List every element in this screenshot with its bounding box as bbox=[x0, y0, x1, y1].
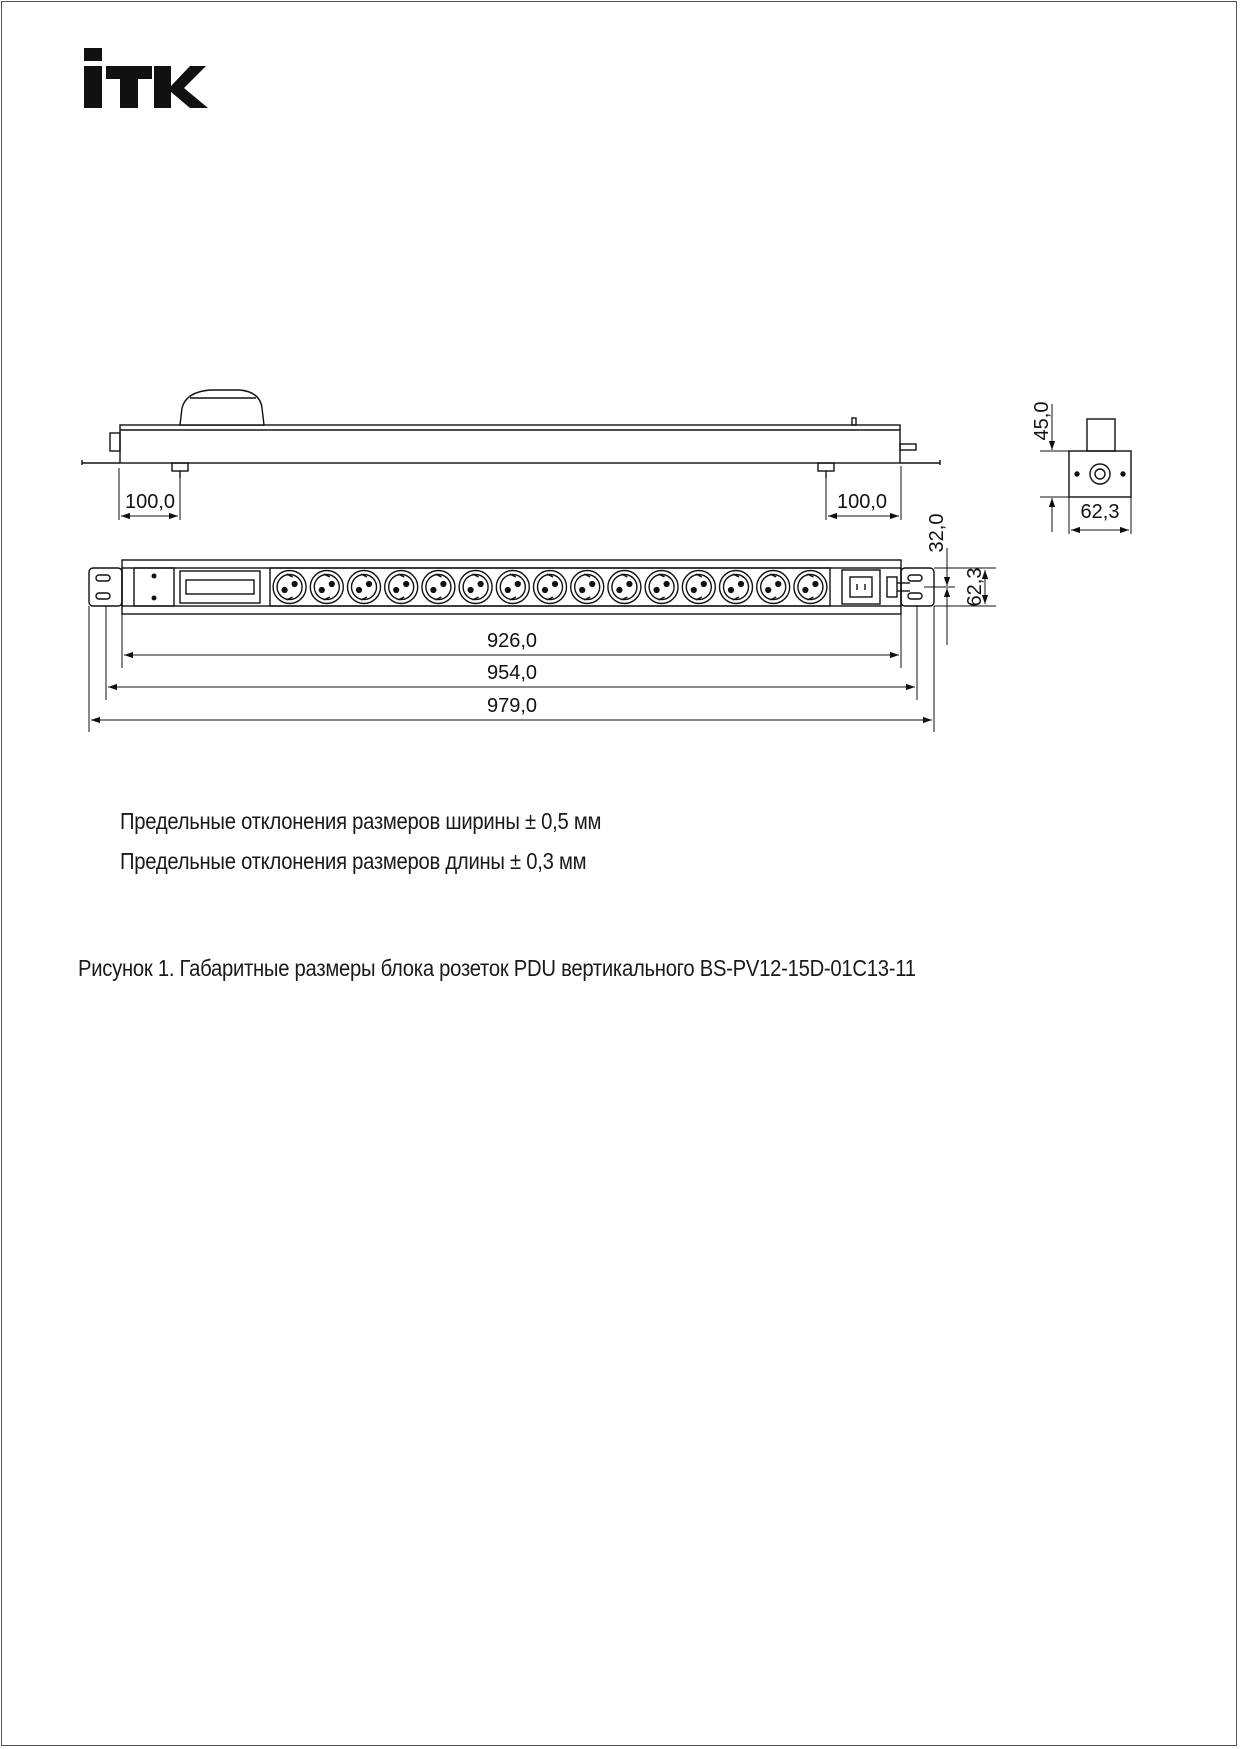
sockets-group bbox=[273, 571, 827, 604]
front-view bbox=[89, 548, 996, 732]
schuko-socket bbox=[310, 571, 343, 604]
pdu-body-side bbox=[120, 425, 900, 463]
dim-front-height: 62,3 bbox=[964, 567, 986, 607]
cable-gland bbox=[180, 390, 264, 425]
schuko-socket bbox=[571, 571, 604, 604]
end-view-gland bbox=[1087, 419, 1115, 451]
dim-end-width: 62,3 bbox=[1080, 501, 1120, 523]
dim-mount-spacing: 954,0 bbox=[486, 662, 538, 684]
mount-bolt-left bbox=[172, 463, 188, 471]
schuko-socket bbox=[422, 571, 455, 604]
dim-offset: 32,0 bbox=[926, 513, 948, 553]
technical-drawing bbox=[0, 0, 1240, 760]
schuko-socket bbox=[273, 571, 306, 604]
schuko-socket bbox=[459, 571, 492, 604]
schuko-socket bbox=[682, 571, 715, 604]
mount-bolt-right bbox=[818, 463, 834, 471]
dim-left-mount: 100,0 bbox=[124, 491, 176, 513]
dim-body-length: 926,0 bbox=[486, 630, 538, 652]
schuko-socket bbox=[385, 571, 418, 604]
flange-left bbox=[89, 568, 122, 606]
schuko-socket bbox=[757, 571, 790, 604]
schuko-socket bbox=[720, 571, 753, 604]
schuko-socket bbox=[496, 571, 529, 604]
length-tolerance-note: Предельные отклонения размеров длины ± 0,3 мм bbox=[120, 848, 587, 874]
dim-overall-length: 979,0 bbox=[486, 695, 538, 717]
c13-inlet bbox=[842, 570, 880, 604]
dim-end-height: 45,0 bbox=[1031, 401, 1053, 441]
width-tolerance-note: Предельные отклонения размеров ширины ± 0,5 мм bbox=[120, 808, 602, 834]
schuko-socket bbox=[794, 571, 827, 604]
schuko-socket bbox=[645, 571, 678, 604]
schuko-socket bbox=[534, 571, 567, 604]
figure-caption: Рисунок 1. Габаритные размеры блока розеток PDU вертикального BS-PV12-15D-01C13-11 bbox=[78, 955, 916, 981]
side-view bbox=[82, 390, 940, 520]
dim-right-mount: 100,0 bbox=[836, 491, 888, 513]
schuko-socket bbox=[608, 571, 641, 604]
schuko-socket bbox=[348, 571, 381, 604]
